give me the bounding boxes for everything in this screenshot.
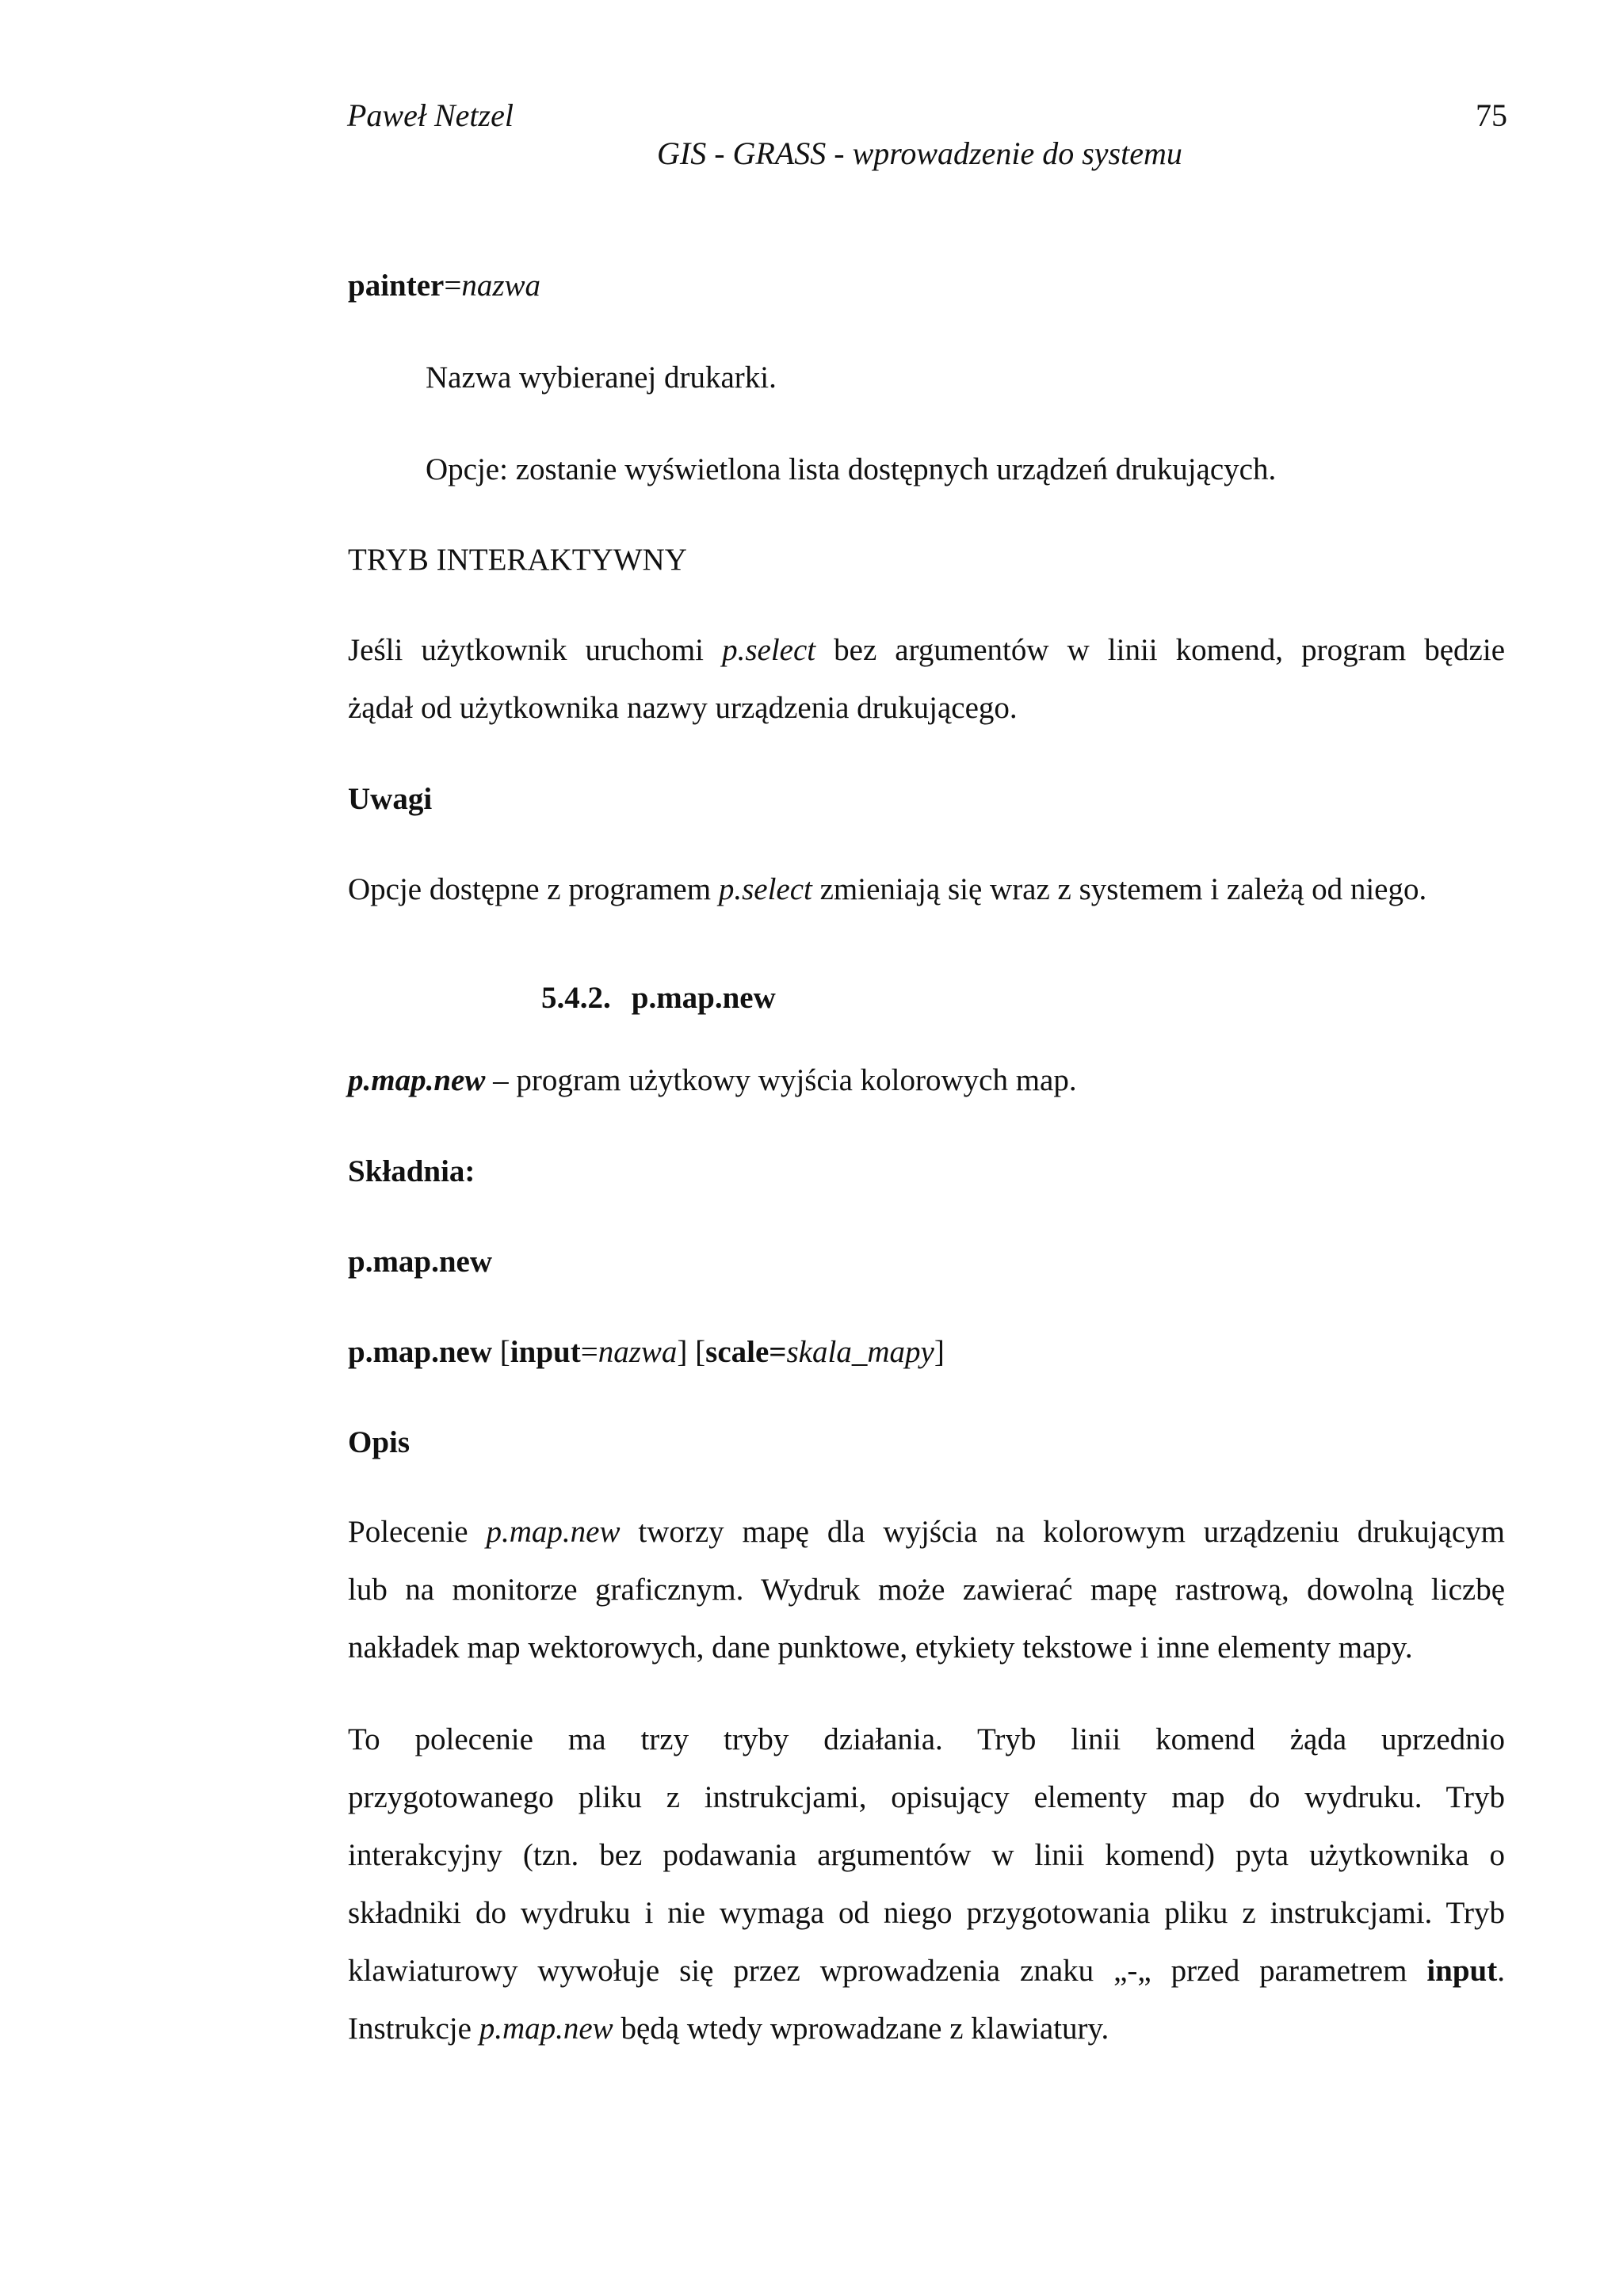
description-line: interakcyjny (tzn. bez podawania argumentów w linii komend) pyta użytkownika o: [348, 1838, 1505, 1872]
text-run: zmieniają się wraz z systemem i zależą od niego.: [819, 872, 1427, 906]
interactive-paragraph-line: [348, 634, 1505, 668]
description-line: [348, 1955, 1505, 1989]
description-line: nakładek map wektorowych, dane punktowe, etykiety tekstowe i inne elementy mapy.: [348, 1630, 1413, 1665]
program-name: p.map.new: [486, 1515, 621, 1549]
description-heading: Opis: [348, 1425, 411, 1459]
bracket: [: [499, 1335, 510, 1369]
description-line: składniki do wydruku i nie wymaga od niego przygotowania pliku z instrukcjami. Tryb: [348, 1896, 1505, 1930]
interactive-paragraph-line: żądał od użytkownika nazwy urządzenia drukującego.: [348, 691, 1018, 725]
syntax-line: [348, 1336, 945, 1370]
parameter-description: Nazwa wybieranej drukarki.: [426, 360, 777, 395]
program-name: p.select: [722, 633, 816, 667]
description-line: To polecenie ma trzy tryby działania. Tryb linii komend żąda uprzednio: [348, 1722, 1505, 1756]
parameter-line: [348, 269, 540, 303]
parameter-name: painter: [348, 269, 445, 303]
text-run: [1426, 1954, 1505, 1988]
interactive-heading: TRYB INTERAKTYWNY: [348, 543, 687, 577]
punctuation: .: [1497, 1954, 1505, 1988]
section-heading: [541, 982, 776, 1016]
section-number: 5.4.2.: [541, 981, 611, 1015]
syntax-heading: Składnia:: [348, 1154, 475, 1188]
bracket: ] [: [677, 1335, 706, 1369]
text-run: Opcje dostępne z programem: [348, 872, 712, 906]
parameter-value: nazwa: [598, 1335, 678, 1369]
text-run: Jeśli użytkownik uruchomi: [348, 633, 705, 667]
text-run: Polecenie: [348, 1515, 468, 1549]
section-title: p.map.new: [631, 981, 776, 1015]
text-run: Instrukcje: [348, 2012, 472, 2046]
program-intro: [348, 1064, 1077, 1098]
page-number: 75: [1476, 97, 1507, 133]
text-run: klawiaturowy wywołuje się przez wprowadzenia znaku „-„ przed parametrem: [348, 1954, 1407, 1988]
parameter-value: nazwa: [461, 269, 541, 303]
header-author: Paweł Netzel: [347, 97, 514, 133]
program-name: p.map.new: [348, 1063, 486, 1097]
syntax-line: p.map.new: [348, 1245, 493, 1279]
parameter-value: skala_mapy: [786, 1335, 934, 1369]
notes-heading: Uwagi: [348, 782, 433, 816]
parameter-options: Opcje: zostanie wyświetlona lista dostępnych urządzeń drukujących.: [426, 452, 1277, 486]
description-line: [348, 1516, 1505, 1550]
program-name: p.map.new: [479, 2012, 613, 2046]
parameter-equals: =: [444, 269, 462, 303]
parameter-name: input: [1426, 1954, 1498, 1988]
text-run: będą wtedy wprowadzane z klawiatury.: [621, 2012, 1109, 2046]
notes-text: [348, 873, 1426, 907]
program-name: p.map.new: [348, 1335, 493, 1369]
description-line: lub na monitorze graficznym. Wydruk może zawierać mapę rastrową, dowolną liczbę: [348, 1573, 1505, 1607]
text-run: bez argumentów w linii komend, program będzie: [834, 633, 1506, 667]
header-title: GIS - GRASS - wprowadzenie do systemu: [657, 135, 1182, 171]
parameter-equals: =: [580, 1335, 598, 1369]
parameter-name: scale=: [705, 1335, 787, 1369]
bracket: ]: [934, 1335, 945, 1369]
description-line: [348, 2012, 1109, 2046]
description-line: przygotowanego pliku z instrukcjami, opisujący elementy map do wydruku. Tryb: [348, 1780, 1505, 1814]
parameter-name: input: [510, 1335, 581, 1369]
text-run: tworzy mapę dla wyjścia na kolorowym urządzeniu drukującym: [638, 1515, 1505, 1549]
text-run: – program użytkowy wyjścia kolorowych map.: [493, 1063, 1077, 1097]
program-name: p.select: [718, 872, 812, 906]
